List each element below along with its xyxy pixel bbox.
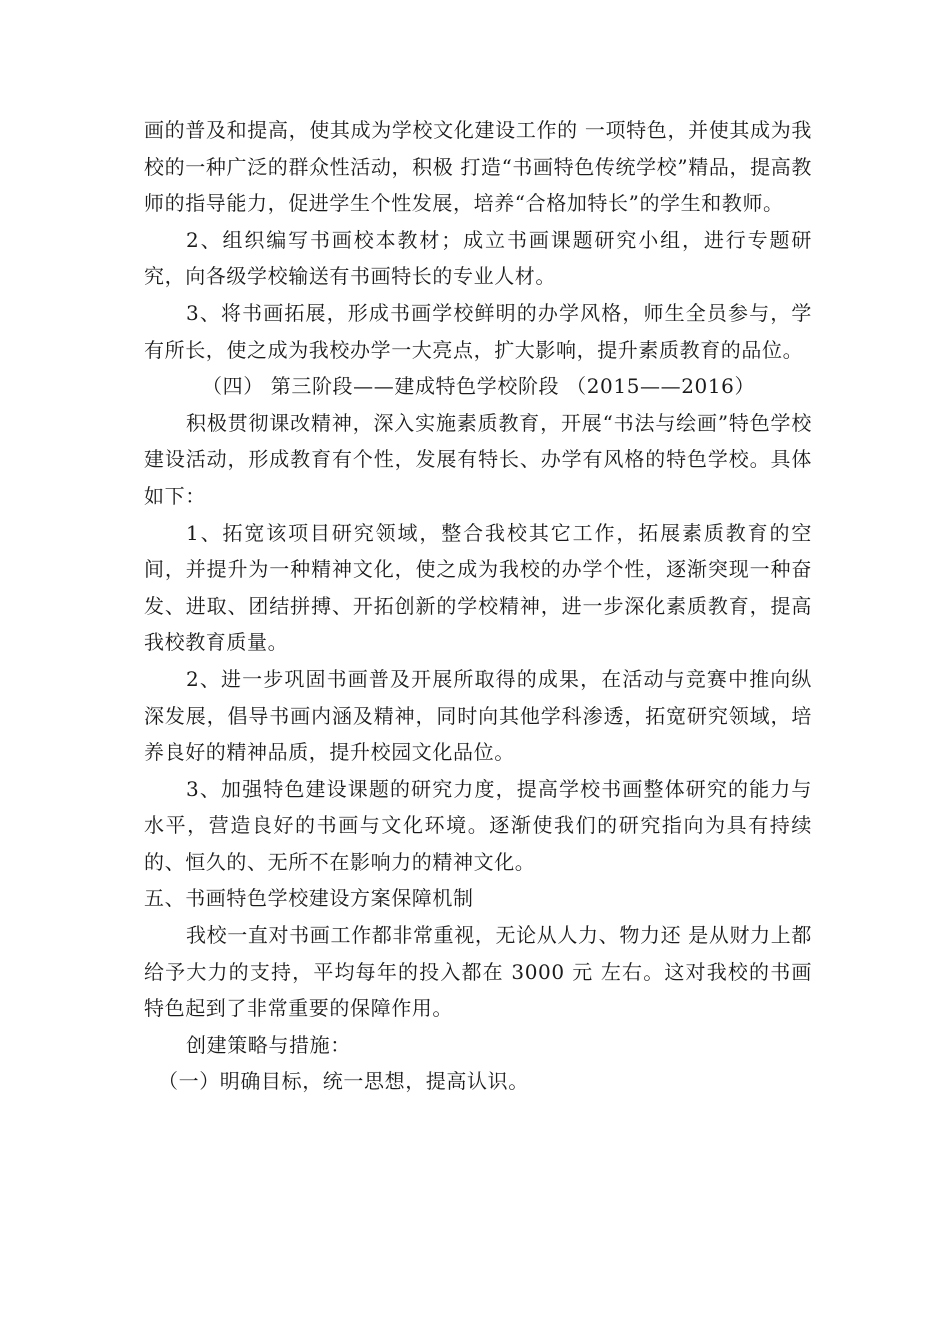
paragraph-strategy-title: 创建策略与措施： [186, 1032, 351, 1057]
paragraph-phase-three-item-1: 1、拓宽该项目研究领域，整合我校其它工作，拓展素质教育的空间，并提升为一种精神文化，使之成为我校的办学个性，逐渐突现一种奋发、进取、团结拼搏、开拓创新的学校精神，进一步深化素质教育，提高我校教育质量。 [144, 520, 812, 655]
paragraph-item-3: 3、将书画拓展，形成书画学校鲜明的办学风格，师生全员参与，学有所长，使之成为我校办学一大亮点，扩大影响，提升素质教育的品位。 [144, 300, 812, 362]
paragraph-phase-three-item-2: 2、进一步巩固书画普及开展所取得的成果，在活动与竞赛中推向纵深发展，倡导书画内涵及精神，同时向其他学科渗透，拓宽研究领域，培养良好的精神品质，提升校园文化品位。 [144, 666, 812, 765]
paragraph-phase-three-item-3: 3、加强特色建设课题的研究力度，提高学校书画整体研究的能力与水平，营造良好的书画与文化环境。逐渐使我们的研究指向为具有持续的、恒久的、无所不在影响力的精神文化。 [144, 776, 812, 874]
section-heading-guarantee: 五、书画特色学校建设方案保障机制 [144, 886, 474, 911]
paragraph-continuation: 画的普及和提高，使其成为学校文化建设工作的 一项特色，并使其成为我校的一种广泛的群众性活动，积极 打造“书画特色传统学校”精品，提高教师的指导能力，促进学生个性发展，培养“合格加特长”的学生和教师。 [144, 118, 812, 216]
paragraph-item-2: 2、组织编写书画校本教材；成立书画课题研究小组，进行专题研究，向各级学校输送有书画特长的专业人材。 [144, 227, 812, 289]
paragraph-phase-three-intro: 积极贯彻课改精神，深入实施素质教育，开展“书法与绘画”特色学校建设活动，形成教育有个性，发展有特长、办学有风格的特色学校。具体如下： [144, 410, 812, 508]
paragraph-funding: 我校一直对书画工作都非常重视，无论从人力、物力还 是从财力上都给予大力的支持，平均每年的投入都在 3000 元 左右。这对我校的书画特色起到了非常重要的保障作用。 [144, 923, 812, 1021]
paragraph-strategy-item-1: （一）明确目标，统一思想，提高认识。 [158, 1069, 529, 1094]
document-body [144, 112, 812, 1100]
section-heading-phase-three: （四） 第三阶段——建成特色学校阶段 （2015——2016） [202, 374, 756, 399]
